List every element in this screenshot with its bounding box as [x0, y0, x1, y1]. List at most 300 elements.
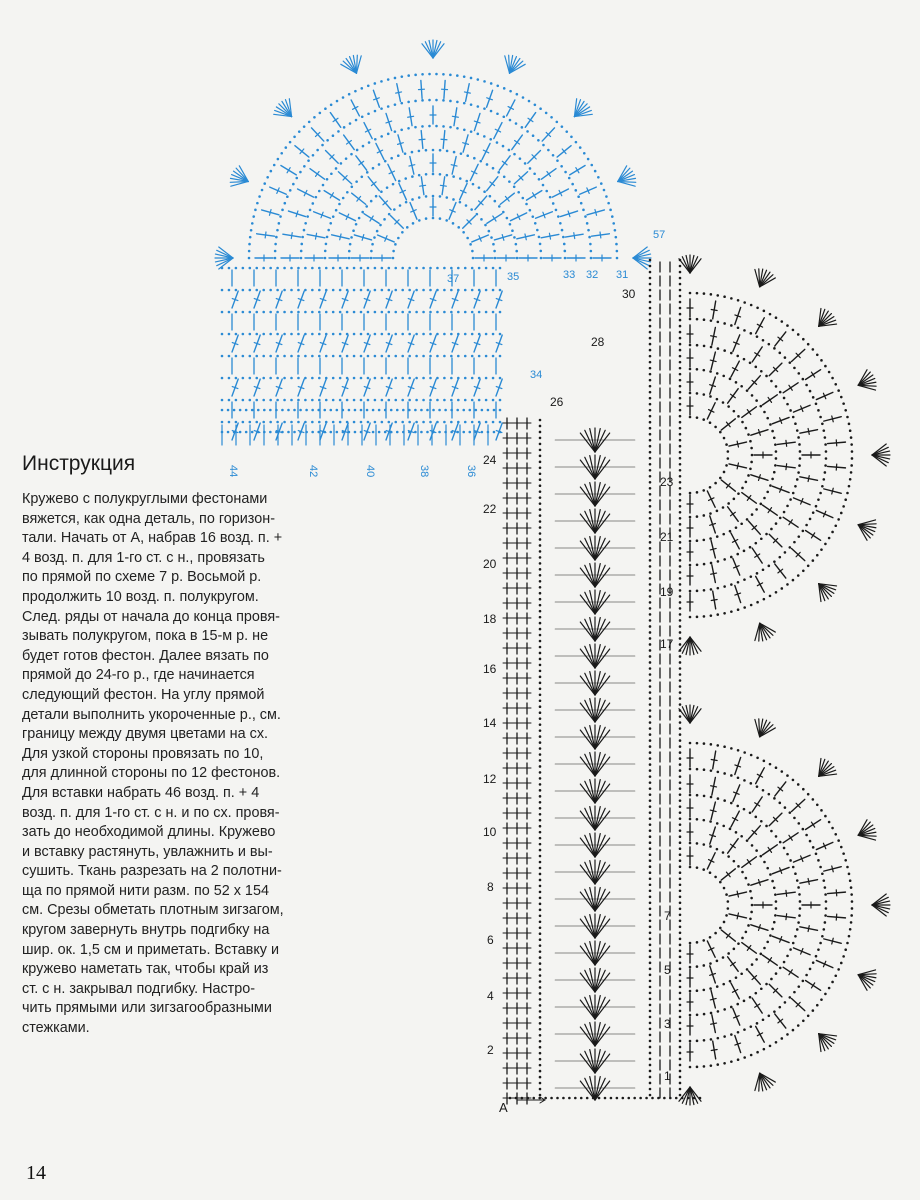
stitch-mark [832, 488, 833, 494]
chain-dot [445, 196, 448, 199]
chain-dot [381, 267, 384, 270]
chain-dot [679, 835, 682, 838]
chain-dot [502, 211, 505, 214]
chain-dot [816, 1004, 819, 1007]
chain-dot [560, 165, 563, 168]
chain-dot [374, 311, 377, 314]
chain-dot [561, 229, 564, 232]
chain-dot [443, 421, 446, 424]
chain-dot [539, 711, 542, 714]
chain-dot [703, 345, 706, 348]
chain-dot [281, 431, 284, 434]
chain-dot [360, 399, 363, 402]
chain-dot [587, 158, 590, 161]
chain-dot [497, 171, 500, 174]
chain-dot [506, 217, 509, 220]
chain-dot [286, 195, 289, 198]
chain-dot [737, 492, 740, 495]
chain-dot [679, 565, 682, 568]
chain-dot [740, 972, 743, 975]
chain-dot [456, 74, 459, 77]
chain-dot [432, 195, 435, 198]
chain-dot [679, 919, 682, 922]
chain-dot [485, 289, 488, 292]
chain-dot [842, 955, 845, 958]
stitch-mark [832, 866, 833, 872]
chain-dot [348, 93, 351, 96]
chain-dot [476, 213, 479, 216]
chain-dot [649, 415, 652, 418]
chain-dot [799, 907, 802, 910]
chain-dot [492, 243, 495, 246]
chain-dot [679, 391, 682, 394]
chain-dot [709, 845, 712, 848]
chain-dot [404, 177, 407, 180]
chain-dot [297, 377, 300, 380]
chain-dot [844, 948, 847, 951]
chain-dot [401, 267, 404, 270]
chain-dot [283, 377, 286, 380]
chain-dot [737, 608, 740, 611]
chain-dot [479, 160, 482, 163]
chain-dot [228, 311, 231, 314]
chain-dot [450, 355, 453, 358]
chain-dot [547, 149, 550, 152]
chain-dot [737, 415, 740, 418]
chain-dot [649, 757, 652, 760]
chain-dot [300, 257, 303, 260]
chain-dot [784, 551, 787, 554]
stitch-mark [710, 548, 716, 549]
chain-dot [568, 1097, 571, 1100]
chain-dot [727, 952, 730, 955]
chain-dot [471, 289, 474, 292]
chain-dot [297, 311, 300, 314]
chain-dot [429, 377, 432, 380]
chain-dot [350, 236, 353, 239]
row-number: 8 [487, 880, 494, 894]
chain-dot [825, 457, 828, 460]
chain-dot [436, 311, 439, 314]
chain-dot [421, 73, 424, 76]
chain-dot [649, 487, 652, 490]
chain-dot [798, 914, 801, 917]
stitch-mark [441, 139, 447, 140]
chain-dot [679, 679, 682, 682]
chain-dot [797, 436, 800, 439]
chain-dot [848, 485, 851, 488]
chain-dot [816, 803, 819, 806]
chain-dot [590, 257, 593, 260]
chain-dot [750, 911, 753, 914]
chain-dot [539, 544, 542, 547]
chain-dot [773, 560, 776, 563]
chain-dot [539, 956, 542, 959]
chain-dot [727, 502, 730, 505]
chain-dot [649, 601, 652, 604]
chain-dot [716, 744, 719, 747]
chain-dot [443, 377, 446, 380]
chain-dot [649, 265, 652, 268]
chain-dot [283, 355, 286, 358]
chain-dot [649, 433, 652, 436]
chain-dot [539, 250, 542, 253]
chain-dot [768, 1015, 771, 1018]
chain-dot [422, 333, 425, 336]
chain-dot [239, 409, 242, 412]
start-label: А [499, 1100, 508, 1115]
stitch-mark [711, 573, 717, 574]
chain-dot [370, 257, 373, 260]
chain-dot [824, 886, 827, 889]
row-number: 16 [483, 662, 497, 676]
chain-dot [582, 209, 585, 212]
chain-dot [783, 847, 786, 850]
chain-dot [649, 547, 652, 550]
row-number: 57 [653, 229, 666, 241]
chain-dot [534, 103, 537, 106]
chain-dot [723, 745, 726, 748]
chain-dot [489, 195, 492, 198]
chain-dot [762, 339, 765, 342]
chain-dot [828, 987, 831, 990]
chain-dot [679, 445, 682, 448]
chain-dot [755, 849, 758, 852]
chain-dot [769, 423, 772, 426]
chain-dot [679, 367, 682, 370]
chain-dot [472, 183, 475, 186]
chain-dot [407, 74, 410, 77]
chain-dot [723, 799, 726, 802]
chain-dot [516, 93, 519, 96]
chain-dot [696, 416, 699, 419]
chain-dot [493, 409, 496, 412]
chain-dot [669, 1097, 672, 1100]
chain-dot [702, 939, 705, 942]
chain-dot [539, 592, 542, 595]
chain-dot [235, 355, 238, 358]
chain-dot [679, 577, 682, 580]
chain-dot [793, 991, 796, 994]
chain-dot [765, 375, 768, 378]
chain-dot [303, 165, 306, 168]
chain-dot [329, 409, 332, 412]
chain-dot [435, 125, 438, 128]
chain-dot [779, 841, 782, 844]
chain-dot [722, 506, 725, 509]
chain-dot [539, 1088, 542, 1091]
chain-dot [831, 981, 834, 984]
chain-dot [703, 318, 706, 321]
chain-dot [750, 447, 753, 450]
chain-dot [249, 236, 252, 239]
chain-dot [649, 1022, 652, 1025]
chain-dot [358, 217, 361, 220]
chain-dot [679, 295, 682, 298]
chain-dot [649, 463, 652, 466]
chain-dot [401, 289, 404, 292]
chain-dot [844, 859, 847, 862]
chain-dot [374, 289, 377, 292]
row-number: 20 [483, 557, 497, 571]
chain-dot [723, 1035, 726, 1038]
chain-dot [850, 893, 853, 896]
chain-dot [649, 289, 652, 292]
chain-dot [355, 223, 358, 226]
chain-dot [746, 968, 749, 971]
chain-dot [750, 754, 753, 757]
chain-dot [539, 1040, 542, 1043]
chain-dot [539, 437, 542, 440]
chain-dot [679, 775, 682, 778]
chain-dot [401, 355, 404, 358]
stitch-mark [362, 235, 364, 241]
chain-dot [539, 461, 542, 464]
chain-dot [679, 1076, 682, 1079]
stitch-mark [737, 441, 738, 447]
chain-dot [283, 421, 286, 424]
chain-dot [730, 324, 733, 327]
chain-dot [360, 267, 363, 270]
chain-dot [539, 658, 542, 661]
chain-dot [768, 565, 771, 568]
chain-dot [387, 78, 390, 81]
chain-dot [679, 637, 682, 640]
chain-dot [464, 311, 467, 314]
chain-dot [443, 355, 446, 358]
chain-dot [472, 257, 475, 260]
chain-dot [539, 1052, 542, 1055]
chain-dot [649, 793, 652, 796]
chain-dot [679, 271, 682, 274]
chain-dot [849, 928, 852, 931]
chain-dot [539, 950, 542, 953]
chain-dot [235, 421, 238, 424]
chain-dot [355, 119, 358, 122]
chain-dot [730, 583, 733, 586]
chain-dot [840, 846, 843, 849]
chain-dot [396, 431, 399, 434]
chain-dot [649, 925, 652, 928]
chain-dot [388, 421, 391, 424]
chain-dot [649, 787, 652, 790]
chain-dot [649, 811, 652, 814]
chain-dot [679, 1046, 682, 1049]
chain-dot [325, 267, 328, 270]
chain-dot [432, 149, 435, 152]
chain-dot [649, 1076, 652, 1079]
stitch-mark [710, 810, 716, 811]
chain-dot [462, 231, 465, 234]
chain-dot [696, 842, 699, 845]
chain-dot [531, 215, 534, 218]
chain-dot [844, 498, 847, 501]
chain-dot [338, 203, 341, 206]
chain-dot [499, 289, 502, 292]
chain-dot [561, 125, 564, 128]
chain-dot [544, 1097, 547, 1100]
chain-dot [649, 625, 652, 628]
chain-dot [381, 377, 384, 380]
chain-dot [735, 381, 738, 384]
chain-dot [580, 1097, 583, 1100]
chain-dot [251, 431, 254, 434]
chain-dot [242, 311, 245, 314]
chain-dot [539, 243, 542, 246]
chain-dot [311, 202, 314, 205]
chain-dot [729, 828, 732, 831]
chain-dot [828, 371, 831, 374]
chain-dot [577, 195, 580, 198]
stitch-mark [710, 998, 716, 999]
chain-dot [457, 399, 460, 402]
chain-dot [326, 236, 329, 239]
chain-dot [249, 421, 252, 424]
chain-dot [834, 524, 837, 527]
chain-dot [471, 355, 474, 358]
stitch-mark [737, 463, 738, 469]
chain-dot [771, 880, 774, 883]
chain-dot [749, 917, 752, 920]
chain-dot [796, 928, 799, 931]
chain-dot [762, 789, 765, 792]
chain-dot [509, 1097, 512, 1100]
chain-dot [792, 416, 795, 419]
chain-dot [562, 1097, 565, 1100]
chain-dot [312, 154, 315, 157]
chain-dot [737, 1031, 740, 1034]
chain-dot [649, 847, 652, 850]
chain-dot [346, 267, 349, 270]
chain-dot [649, 817, 652, 820]
chain-dot [649, 613, 652, 616]
chain-dot [263, 431, 266, 434]
chain-dot [487, 431, 490, 434]
chain-dot [733, 860, 736, 863]
chain-dot [681, 1097, 684, 1100]
chain-dot [263, 182, 266, 185]
row-number: 31 [616, 269, 629, 281]
chain-dot [794, 422, 797, 425]
chain-dot [453, 151, 456, 154]
chain-dot [778, 1006, 781, 1009]
chain-dot [679, 451, 682, 454]
chain-dot [797, 471, 800, 474]
chain-dot [716, 960, 719, 963]
chain-dot [415, 333, 418, 336]
chain-dot [405, 201, 408, 204]
chain-dot [750, 304, 753, 307]
chain-dot [539, 502, 542, 505]
chain-dot [471, 250, 474, 253]
chain-dot [730, 297, 733, 300]
chain-dot [539, 455, 542, 458]
chain-dot [730, 774, 733, 777]
chain-dot [439, 149, 442, 152]
chain-dot [221, 409, 224, 412]
chain-dot [679, 583, 682, 586]
chain-dot [722, 956, 725, 959]
chain-dot [746, 518, 749, 521]
chain-dot [394, 267, 397, 270]
chain-dot [649, 451, 652, 454]
chain-dot [311, 409, 314, 412]
chain-dot [679, 505, 682, 508]
chain-dot [766, 867, 769, 870]
chain-dot [539, 986, 542, 989]
chain-dot [335, 209, 338, 212]
chain-dot [722, 375, 725, 378]
chain-dot [456, 127, 459, 130]
chain-dot [802, 569, 805, 572]
chain-dot [723, 558, 726, 561]
chain-dot [564, 257, 567, 260]
chain-dot [729, 530, 732, 533]
chain-dot [414, 74, 417, 77]
chain-dot [435, 99, 438, 102]
chain-dot [649, 950, 652, 953]
chain-dot [722, 825, 725, 828]
chain-dot [689, 318, 692, 321]
chain-dot [408, 409, 411, 412]
chain-dot [366, 409, 369, 412]
chain-dot [249, 355, 252, 358]
chain-dot [679, 523, 682, 526]
chain-dot [679, 349, 682, 352]
chain-dot [571, 183, 574, 186]
chain-dot [649, 343, 652, 346]
chain-dot [740, 835, 743, 838]
chain-dot [539, 920, 542, 923]
chain-dot [812, 348, 815, 351]
chain-dot [386, 186, 389, 189]
chain-dot [406, 226, 409, 229]
chain-dot [228, 421, 231, 424]
chain-dot [539, 759, 542, 762]
chain-dot [583, 152, 586, 155]
chain-dot [390, 431, 393, 434]
chain-dot [297, 289, 300, 292]
chain-dot [679, 301, 682, 304]
stitch-mark [710, 360, 716, 361]
chain-dot [269, 431, 272, 434]
chain-dot [824, 993, 827, 996]
chain-dot [743, 358, 746, 361]
chain-dot [723, 772, 726, 775]
chain-dot [539, 1070, 542, 1073]
chain-dot [649, 301, 652, 304]
chain-dot [730, 352, 733, 355]
chain-dot [812, 559, 815, 562]
column-number: 38 [418, 465, 430, 478]
chain-dot [696, 539, 699, 542]
chain-dot [679, 751, 682, 754]
chain-dot [394, 243, 397, 246]
chain-dot [538, 236, 541, 239]
chain-dot [275, 236, 278, 239]
chain-dot [332, 215, 335, 218]
chain-dot [452, 175, 455, 178]
chain-dot [490, 236, 493, 239]
chain-dot [689, 794, 692, 797]
chain-dot [792, 866, 795, 869]
chain-dot [627, 1097, 630, 1100]
chain-dot [679, 895, 682, 898]
chain-dot [539, 723, 542, 726]
chain-dot [710, 796, 713, 799]
chain-dot [366, 431, 369, 434]
chain-dot [372, 409, 375, 412]
